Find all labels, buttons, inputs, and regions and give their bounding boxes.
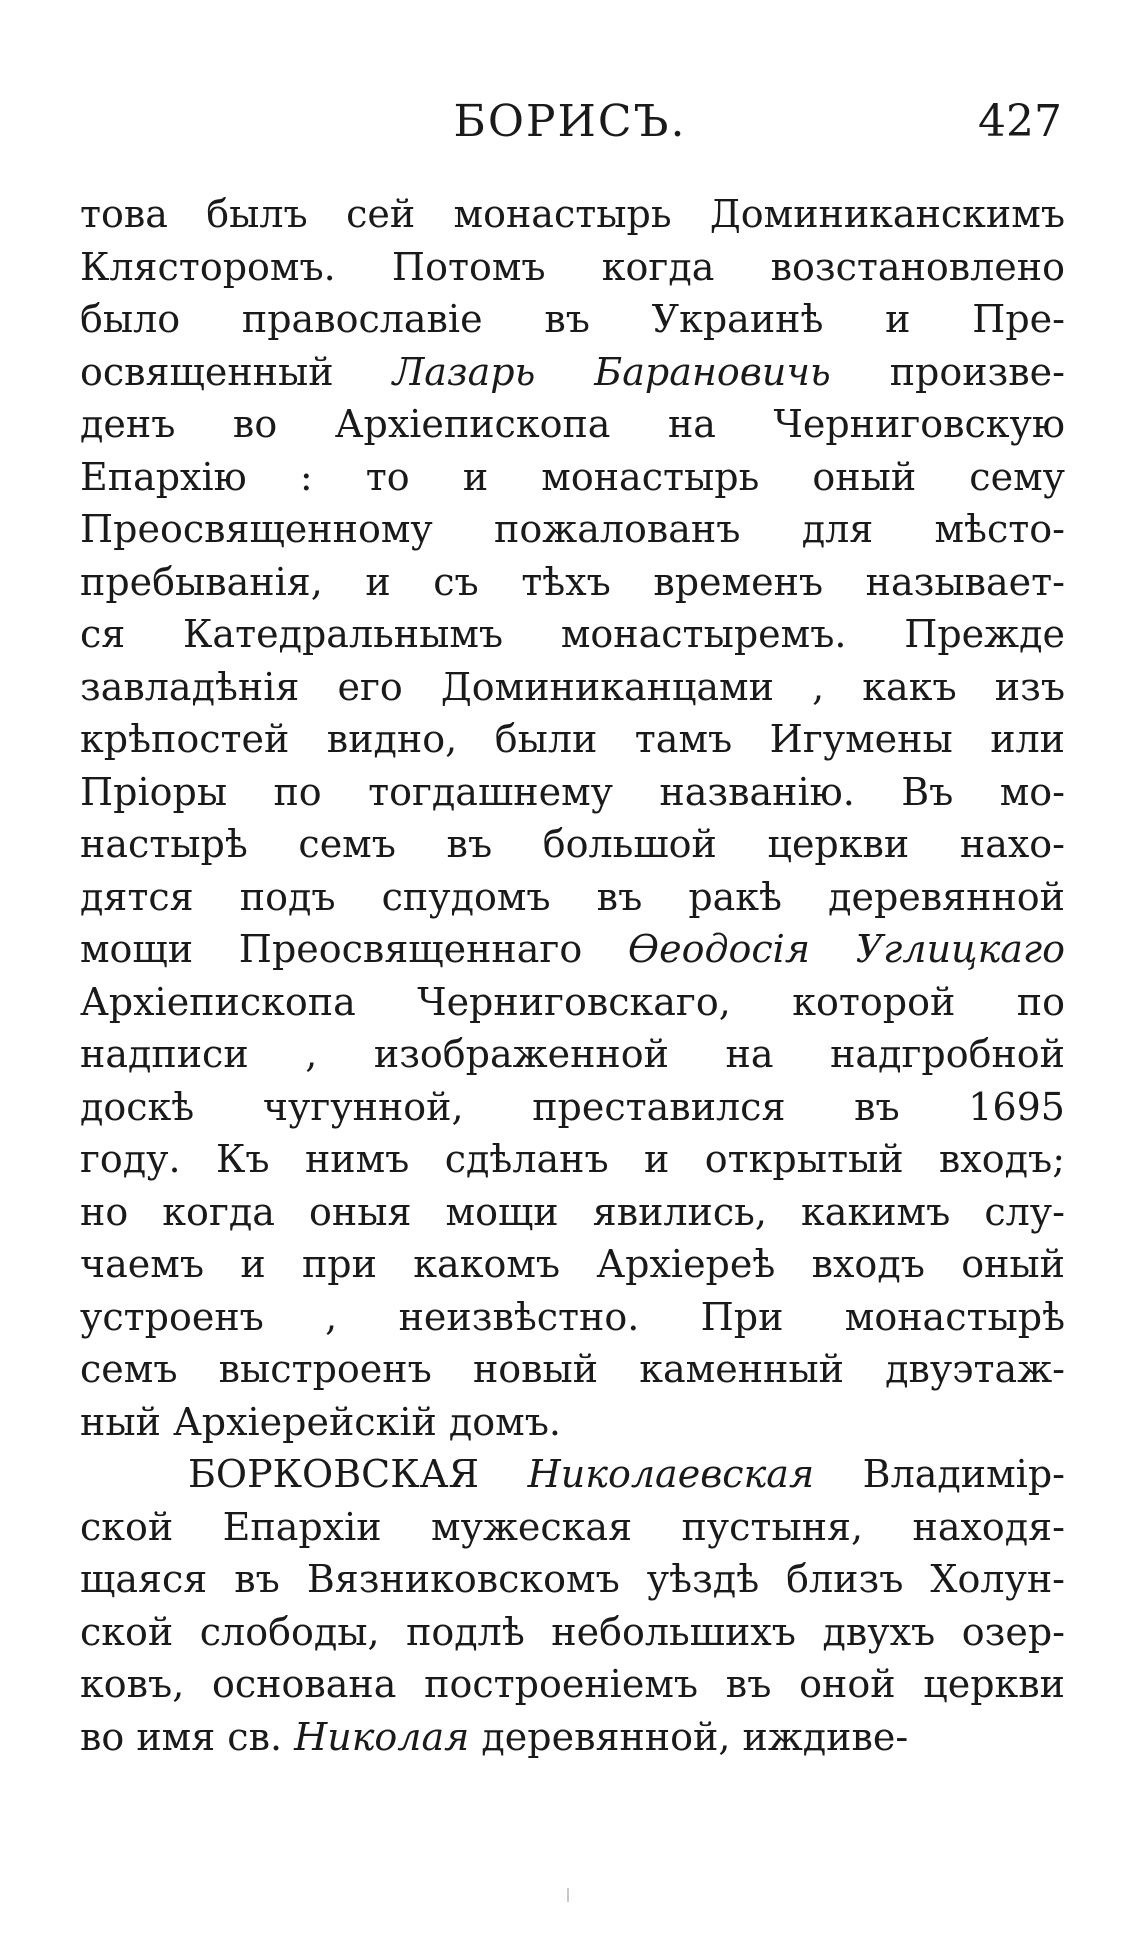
italic-name: Николаевская <box>527 1452 815 1496</box>
text-line <box>80 818 1065 871</box>
text-segment: крѣпостей видно, были тамъ Игумены или <box>80 717 1065 761</box>
text-line <box>80 1658 1065 1711</box>
text-line <box>80 1553 1065 1606</box>
text-segment: мощи Преосвященнаго <box>80 927 628 971</box>
text-segment: Архіепископа Черниговскаго, которой по <box>80 979 1065 1024</box>
text-segment: году. Къ нимъ сдѣланъ и открытый входъ; <box>80 1137 1065 1181</box>
text-line <box>80 1238 1065 1291</box>
text-segment: настырѣ семъ въ большой церкви нахо- <box>80 822 1065 866</box>
text-line <box>80 188 1065 241</box>
text-segment: Епархію : то и монастырь оный сему <box>80 454 1065 499</box>
text-segment: завладѣнія его Доминиканцами , какъ изъ <box>80 664 1065 709</box>
text-line <box>80 1606 1065 1659</box>
text-segment: ковъ, основана построеніемъ въ оной церкви <box>80 1662 1065 1706</box>
text-segment: устроенъ , неизвѣстно. При монастырѣ <box>80 1294 1065 1339</box>
text-line <box>80 241 1065 294</box>
text-segment: ской слободы, подлѣ небольшихъ двухъ озер- <box>80 1609 1065 1654</box>
text-line <box>80 346 1065 399</box>
text-line <box>80 923 1065 976</box>
text-segment: пребыванія, и съ тѣхъ временъ называет- <box>80 559 1065 604</box>
italic-name: Николая <box>294 1714 470 1759</box>
text-line <box>80 1396 1065 1449</box>
text-line <box>80 556 1065 609</box>
body-text <box>80 188 1065 1763</box>
text-segment: това былъ сей монастырь Доминиканскимъ <box>80 192 1065 236</box>
text-segment: щаяся въ Вязниковскомъ уѣздѣ близъ Холун- <box>80 1557 1065 1601</box>
text-line <box>80 871 1065 924</box>
text-line <box>80 451 1065 504</box>
running-title: БОРИСЪ. <box>453 96 687 147</box>
italic-name: Лазарь Барановичь <box>392 349 831 394</box>
text-line <box>80 713 1065 766</box>
text-line <box>80 1291 1065 1344</box>
text-segment: освященный <box>80 349 393 394</box>
text-segment: Владимір- <box>814 1452 1066 1496</box>
text-segment: БОРКОВСКАЯ <box>188 1452 528 1496</box>
text-segment: денъ во Архіепископа на Черниговскую <box>80 402 1065 446</box>
text-segment: надписи , изображенной на надгробной <box>80 1032 1065 1076</box>
text-segment: дятся подъ спудомъ въ ракѣ деревянной <box>80 874 1065 919</box>
text-segment: доскѣ чугунной, преставился въ 1695 <box>80 1084 1065 1129</box>
text-line <box>80 293 1065 346</box>
text-segment: семъ выстроенъ новый каменный двуэтаж- <box>80 1347 1065 1391</box>
text-line <box>80 976 1065 1029</box>
text-segment: деревянной, иждиве- <box>469 1714 909 1759</box>
text-segment: но когда оныя мощи явились, какимъ слу- <box>80 1189 1065 1234</box>
text-segment: во имя св. <box>80 1714 295 1759</box>
text-line <box>80 503 1065 556</box>
text-line <box>80 1081 1065 1134</box>
text-line <box>80 608 1065 661</box>
text-line <box>80 766 1065 819</box>
italic-name: Ѳеодосія Углицкаго <box>627 927 1065 971</box>
running-head <box>0 92 1140 152</box>
text-segment: ный Архіерейскій домъ. <box>80 1399 561 1444</box>
text-line <box>80 398 1065 451</box>
text-line <box>80 1711 1065 1764</box>
page-number: 427 <box>978 96 1062 147</box>
text-segment: произве- <box>830 349 1065 394</box>
text-line <box>80 1343 1065 1396</box>
text-line <box>80 1133 1065 1186</box>
text-segment: ской Епархіи мужеская пустыня, находя- <box>80 1504 1065 1549</box>
print-mark <box>567 1888 569 1902</box>
text-segment: чаемъ и при какомъ Архіереѣ входъ оный <box>80 1242 1065 1286</box>
text-line <box>80 661 1065 714</box>
text-segment: ся Катедральнымъ монастыремъ. Прежде <box>80 612 1065 656</box>
text-segment: Пріоры по тогдашнему названію. Въ мо- <box>80 769 1065 814</box>
text-line <box>80 1186 1065 1239</box>
text-segment: было православіе въ Украинѣ и Пре- <box>80 297 1065 341</box>
text-segment: Клясторомъ. Потомъ когда возстановлено <box>80 244 1065 289</box>
text-line <box>80 1501 1065 1554</box>
text-segment: Преосвященному пожалованъ для мѣсто- <box>80 507 1065 551</box>
text-line <box>80 1448 1065 1501</box>
text-line <box>80 1028 1065 1081</box>
